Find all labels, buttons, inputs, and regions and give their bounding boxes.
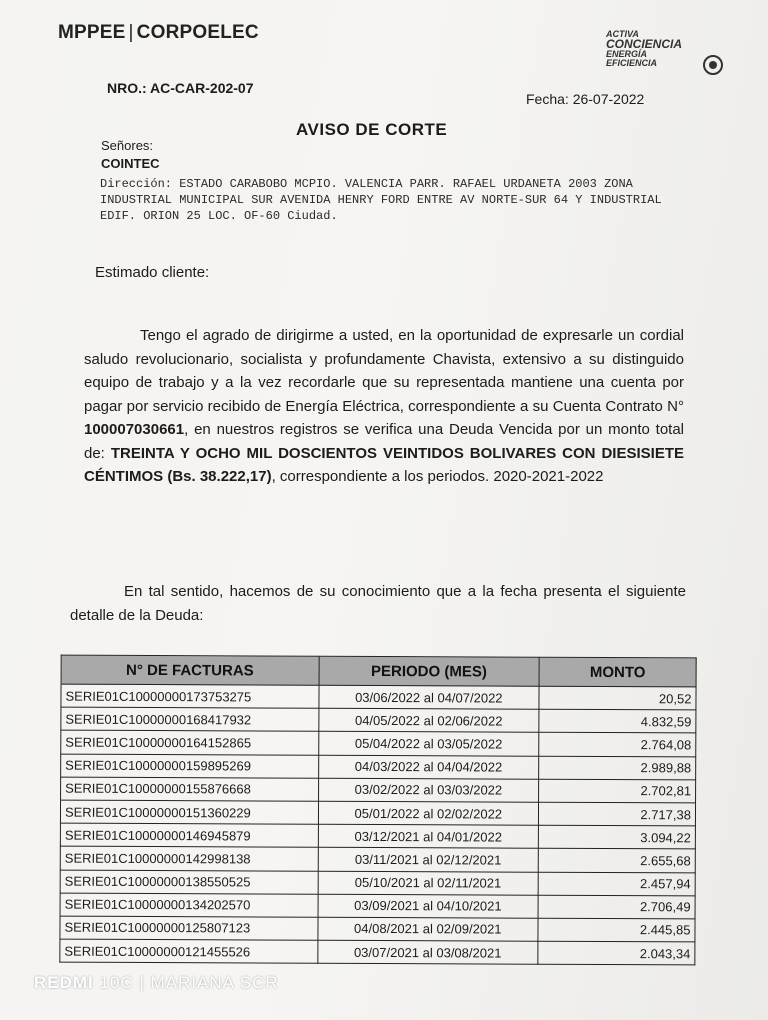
header-monto: MONTO: [539, 657, 696, 687]
amount-cell: 2.717,38: [539, 802, 696, 826]
conciencia-seal: [606, 30, 724, 78]
greeting: Estimado cliente:: [95, 264, 210, 281]
amount-cell: 4.832,59: [539, 709, 696, 733]
amount-cell: 2.764,08: [539, 733, 696, 757]
table-row: [61, 684, 696, 710]
table-row: [60, 846, 695, 872]
invoice-number-cell: SERIE01C10000000151360229: [60, 800, 318, 824]
billing-period-cell: 03/07/2021 al 03/08/2021: [317, 940, 538, 964]
amount-cell: 2.457,94: [538, 872, 695, 896]
seal-line-1: ACTIVA: [606, 29, 639, 39]
watermark-brand: REDMI: [34, 973, 94, 992]
table-row: [60, 916, 695, 942]
paragraph-1-text-a: Tengo el agrado de dirigirme a usted, en la oportunidad de expresarle un cordial saludo revolucionario, socialista y profundamente Chavista, extensivo a su distinguido equipo de trabajo y a la vez recordarle que su representada mantiene una cuenta por pagar por servicio recibido de Energía Eléctrica, correspondiente a su Cuenta Contrato N°: [84, 327, 684, 415]
seal-line-4: EFICIENCIA: [606, 58, 658, 68]
table-row: [60, 823, 695, 849]
table-row: [60, 800, 695, 826]
billing-period-cell: 05/04/2022 al 03/05/2022: [318, 732, 539, 756]
document-number: NRO.: AC-CAR-202-07: [107, 80, 254, 96]
amount-cell: 3.094,22: [538, 825, 695, 849]
letter-paragraph-2: [70, 580, 686, 628]
recipient-name: COINTEC: [101, 156, 160, 171]
invoice-number-cell: SERIE01C10000000146945879: [60, 823, 318, 847]
invoice-number-cell: SERIE01C10000000142998138: [60, 846, 318, 870]
paragraph-1-text-b: , en nuestros registros se verifica una Deuda Vencida por un monto total de:: [84, 421, 684, 462]
table-header-row: [61, 655, 696, 687]
camera-watermark: [34, 973, 279, 993]
invoice-number-cell: SERIE01C10000000134202570: [60, 893, 318, 917]
amount-cell: 2.445,85: [538, 918, 695, 942]
billing-period-cell: 03/12/2021 al 04/01/2022: [318, 824, 539, 848]
amount-cell: 2.702,81: [539, 779, 696, 803]
paragraph-1-text-c: , correspondiente a los periodos. 2020-2021-2022: [271, 468, 604, 485]
seal-line-2: CONCIENCIA: [606, 37, 683, 51]
billing-period-cell: 04/05/2022 al 02/06/2022: [318, 708, 539, 732]
document-date: Fecha: 26-07-2022: [526, 91, 645, 107]
invoice-number-cell: SERIE01C10000000159895269: [61, 754, 319, 778]
billing-period-cell: 05/01/2022 al 02/02/2022: [318, 801, 539, 825]
corpoelec-logo: [58, 22, 259, 44]
salutation-label: Señores:: [101, 138, 154, 153]
amount-cell: 2.706,49: [538, 895, 695, 919]
recipient-address: Dirección: ESTADO CARABOBO MCPIO. VALENCIA PARR. RAFAEL URDANETA 2003 ZONA INDUSTRIAL MUNICIPAL SUR AVENIDA HENRY FORD ENTRE AV NORTE-SUR 64 Y INDUSTRIAL EDIF. ORION 25 LOC. OF-60 Ciudad.: [100, 177, 662, 223]
billing-period-cell: 03/02/2022 al 03/03/2022: [318, 778, 539, 802]
table-row: [61, 707, 696, 733]
invoice-number-cell: SERIE01C10000000125807123: [60, 916, 318, 940]
amount-cell: 20,52: [539, 686, 696, 710]
header-facturas: N° DE FACTURAS: [61, 655, 319, 685]
table-row: [61, 754, 696, 780]
table-body: [60, 684, 696, 965]
letter-paragraph-1: [84, 324, 684, 489]
logo-corpoelec: CORPOELEC: [136, 22, 259, 43]
billing-period-cell: 04/03/2022 al 04/04/2022: [318, 755, 539, 779]
logo-separator: |: [128, 22, 134, 43]
table-row: [61, 730, 696, 756]
table-row: [60, 870, 695, 896]
invoice-number-cell: SERIE01C10000000164152865: [61, 730, 319, 754]
invoice-number-cell: SERIE01C10000000155876668: [61, 777, 319, 801]
table-row: [60, 939, 695, 965]
billing-period-cell: 05/10/2021 al 02/11/2021: [318, 871, 539, 895]
table-row: [60, 893, 695, 919]
paragraph-2-text: En tal sentido, hacemos de su conocimiento que a la fecha presenta el siguiente detalle de la Deuda:: [70, 583, 686, 624]
seal-emblem-icon: [702, 54, 724, 76]
invoice-number-cell: SERIE01C10000000138550525: [60, 870, 318, 894]
invoice-number-cell: SERIE01C10000000173753275: [61, 684, 319, 708]
amount-cell: 2.989,88: [539, 756, 696, 780]
amount-cell: 2.043,34: [538, 941, 695, 965]
invoice-number-cell: SERIE01C10000000168417932: [61, 707, 319, 731]
watermark-text: 10C | MARIANA SCR: [93, 973, 279, 992]
amount-cell: 2.655,68: [538, 849, 695, 873]
billing-period-cell: 03/06/2022 al 04/07/2022: [318, 685, 539, 709]
billing-period-cell: 03/09/2021 al 04/10/2021: [318, 894, 539, 918]
document-title: AVISO DE CORTE: [296, 120, 448, 139]
billing-period-cell: 04/08/2021 al 02/09/2021: [317, 917, 538, 941]
debt-amount: TREINTA Y OCHO MIL DOSCIENTOS VEINTIDOS BOLIVARES CON DIESISIETE CÉNTIMOS (Bs. 38.222,17): [84, 444, 685, 485]
billing-period-cell: 03/11/2021 al 02/12/2021: [318, 848, 539, 872]
table-row: [61, 777, 696, 803]
header-periodo: PERIODO (MES): [319, 656, 540, 686]
contract-number: 100007030661: [84, 421, 185, 438]
debt-detail-table: [59, 655, 696, 966]
invoice-number-cell: SERIE01C10000000121455526: [60, 939, 318, 963]
logo-mppee: MPPEE: [58, 22, 126, 43]
seal-line-3: ENERGÍA: [606, 49, 648, 59]
